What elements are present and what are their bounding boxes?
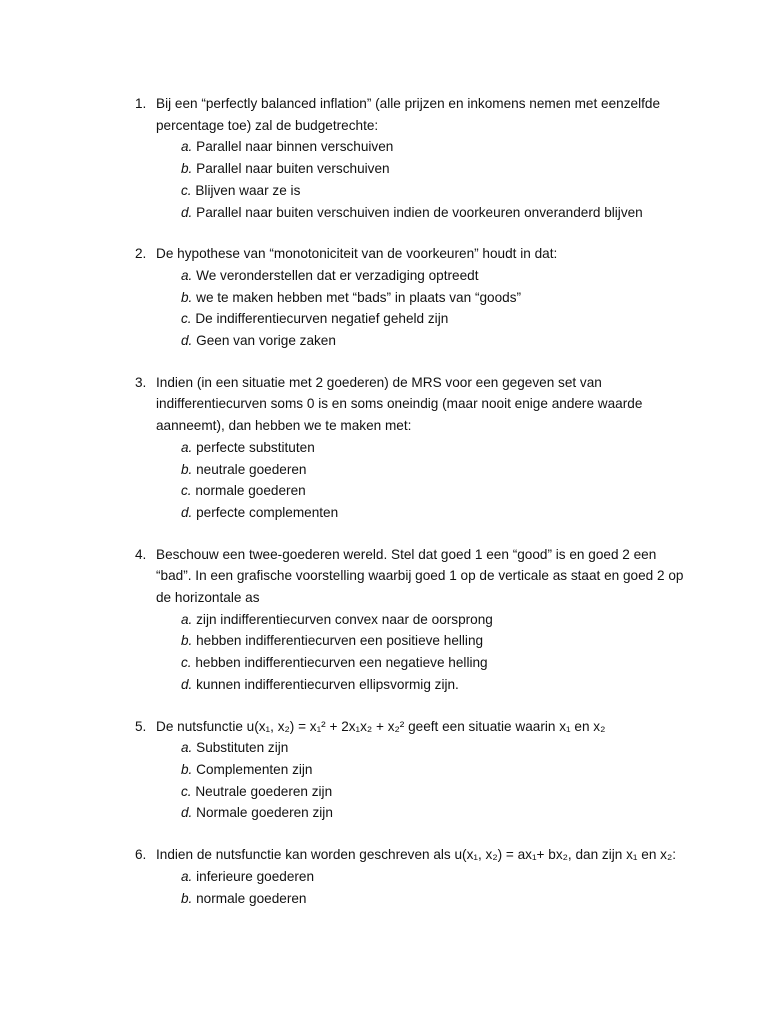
option-text: perfecte complementen xyxy=(196,504,339,520)
option-text: We veronderstellen dat er verzadiging optreedt xyxy=(196,267,479,283)
question-5 xyxy=(135,716,695,825)
option-c xyxy=(181,781,695,803)
option-letter: a. xyxy=(181,139,193,155)
option-text: we te maken hebben met “bads” in plaats van “goods” xyxy=(196,289,522,305)
question-number: 3. xyxy=(135,374,147,390)
question-list xyxy=(135,93,695,929)
option-text: Complementen zijn xyxy=(196,761,313,777)
option-b xyxy=(181,287,695,309)
option-b xyxy=(181,759,695,781)
option-d xyxy=(181,330,695,352)
option-letter: c. xyxy=(181,783,192,799)
option-text: kunnen indifferentiecurven ellipsvormig zijn. xyxy=(196,676,459,692)
option-c xyxy=(181,308,695,330)
option-b xyxy=(181,459,695,481)
option-letter: b. xyxy=(181,461,193,477)
question-number: 4. xyxy=(135,546,147,562)
option-text: Parallel naar buiten verschuiven indien de voorkeuren onveranderd blijven xyxy=(196,204,643,220)
option-a xyxy=(181,437,695,459)
option-letter: c. xyxy=(181,182,192,198)
option-text: Parallel naar buiten verschuiven xyxy=(196,161,390,177)
question-text: Bij een “perfectly balanced inflation” (alle prijzen en inkomens nemen met eenzelfde percentage toe) zal de budgetrechte: xyxy=(156,96,661,133)
question-number: 5. xyxy=(135,718,147,734)
option-letter: b. xyxy=(181,633,193,649)
option-text: hebben indifferentiecurven een positieve helling xyxy=(196,633,484,649)
option-letter: c. xyxy=(181,483,192,499)
option-list xyxy=(156,265,695,352)
option-letter: a. xyxy=(181,439,193,455)
option-a xyxy=(181,136,695,158)
option-text: Neutrale goederen zijn xyxy=(195,783,333,799)
option-list xyxy=(156,737,695,824)
option-text: zijn indifferentiecurven convex naar de oorsprong xyxy=(196,611,493,627)
option-d xyxy=(181,202,695,224)
question-2 xyxy=(135,243,695,352)
option-letter: d. xyxy=(181,504,193,520)
option-list xyxy=(156,136,695,223)
question-number: 6. xyxy=(135,847,147,863)
option-letter: c. xyxy=(181,655,192,671)
option-text: Geen van vorige zaken xyxy=(196,333,336,349)
option-text: hebben indifferentiecurven een negatieve helling xyxy=(195,655,488,671)
option-c xyxy=(181,652,695,674)
option-list xyxy=(156,437,695,524)
option-text: De indifferentiecurven negatief geheld zijn xyxy=(195,311,449,327)
option-a xyxy=(181,866,695,888)
question-number: 1. xyxy=(135,96,147,111)
option-list xyxy=(156,609,695,696)
option-text: inferieure goederen xyxy=(196,868,315,884)
question-text: Beschouw een twee-goederen wereld. Stel dat goed 1 een “good” is en goed 2 een “bad”. In een grafische voorstelling waarbij goed 1 op de verticale as staat en goed 2 op de horizontale as xyxy=(156,546,684,606)
option-d xyxy=(181,502,695,524)
question-text: De hypothese van “monotoniciteit van de voorkeuren” houdt in dat: xyxy=(156,246,558,262)
option-letter: b. xyxy=(181,890,193,906)
option-c xyxy=(181,480,695,502)
option-a xyxy=(181,609,695,631)
question-3 xyxy=(135,372,695,524)
option-letter: a. xyxy=(181,740,193,756)
option-d xyxy=(181,674,695,696)
option-text: Substituten zijn xyxy=(196,740,289,756)
option-list xyxy=(156,866,695,909)
option-letter: a. xyxy=(181,267,193,283)
option-a xyxy=(181,737,695,759)
option-letter: d. xyxy=(181,676,193,692)
option-letter: b. xyxy=(181,761,193,777)
option-text: perfecte substituten xyxy=(196,439,315,455)
option-letter: b. xyxy=(181,289,193,305)
question-number: 2. xyxy=(135,246,147,262)
option-text: normale goederen xyxy=(196,890,307,906)
option-letter: a. xyxy=(181,868,193,884)
option-text: Normale goederen zijn xyxy=(196,805,333,821)
option-letter: d. xyxy=(181,333,193,349)
question-text: De nutsfunctie u(x₁, x₂) = x₁² + 2x₁x₂ + x₂² geeft een situatie waarin x₁ en x₂ xyxy=(156,718,606,734)
question-text: Indien (in een situatie met 2 goederen) de MRS voor een gegeven set van indifferentiecurven soms 0 is en soms oneindig (maar nooit enige andere waarde aanneemt), dan hebben we te maken met: xyxy=(156,374,643,434)
question-6 xyxy=(135,844,695,909)
option-letter: b. xyxy=(181,161,193,177)
option-text: normale goederen xyxy=(195,483,306,499)
option-letter: c. xyxy=(181,311,192,327)
option-letter: d. xyxy=(181,805,193,821)
option-a xyxy=(181,265,695,287)
option-text: Blijven waar ze is xyxy=(195,182,301,198)
option-b xyxy=(181,158,695,180)
option-text: neutrale goederen xyxy=(196,461,307,477)
question-1 xyxy=(135,93,695,223)
option-d xyxy=(181,802,695,824)
question-4 xyxy=(135,544,695,696)
option-c xyxy=(181,180,695,202)
question-text: Indien de nutsfunctie kan worden geschreven als u(x₁, x₂) = ax₁+ bx₂, dan zijn x₁ en x₂: xyxy=(156,847,677,863)
option-b xyxy=(181,630,695,652)
option-text: Parallel naar binnen verschuiven xyxy=(196,139,394,155)
option-letter: d. xyxy=(181,204,193,220)
option-letter: a. xyxy=(181,611,193,627)
option-b xyxy=(181,888,695,910)
